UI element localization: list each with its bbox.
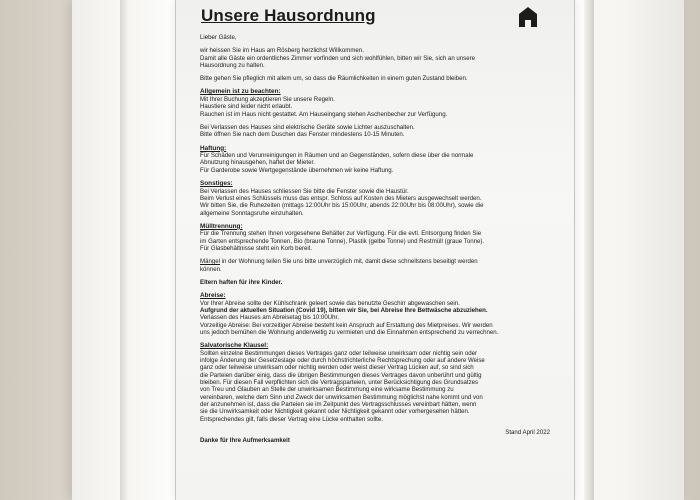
section-heading-sonstiges: Sonstiges: [200,180,233,188]
maengel-line [200,258,540,265]
frame-inner-edge-right [584,0,594,500]
leaving-line: Bitte öffnen Sie nach dem Duschen das Fenster mindestens 10-15 Minuten. [200,131,405,139]
passepartout-right [574,0,584,500]
salvatorisch-line: bleiben. Für diesen Fall verpflichten sich die Vertragsparteien, unter Berücksichtigung des Grundsatzes [200,379,479,387]
sonstiges-line: Beim Verlust eines Schlüssels muss das entspr. Schloss auf Kosten des Mieters ausgewechselt werden. [200,194,482,202]
intro-line: Damit alle Gäste ein ordentliches Zimmer vorfinden und sich wohlfühlen, bitten wir Sie, sich an unsere [200,54,476,62]
salvatorisch-line: ganz oder teilweise unwirksam oder nichtig werden oder weist dieser Vertrag Lücken auf, so sind sich [200,364,474,372]
maengel-word: Mängel [200,258,220,266]
page-title: Unsere Hausordnung [201,6,376,25]
salvatorisch-line: von Treu und Glauben an Stelle der unwirksamen Bestimmung eine wirksame Bestimmung zu [200,386,454,394]
maengel-text: in der Wohnung teilen Sie uns bitte unverzüglich mit, damit diese schnellstens beseitigt werden [220,258,478,266]
section-heading-salvatorisch: Salvatorische Klausel: [200,342,269,350]
allgemein-line: Rauchen ist im Haus nicht gestattet. Am Hauseingang stehen Aschenbecher zur Verfügung. [200,110,448,118]
intro-line: Hausordnung zu halten. [200,61,265,69]
greeting: Lieber Gäste, [200,34,237,41]
house-icon [518,6,538,28]
salvatorisch-line: der anzunehmen ist, dass die Parteien sie im Zeitpunkt des Vertragsschlusses vereinbart hätten, wenn [200,400,477,408]
sonstiges-line: Wir bitten Sie, die Ruhezeiten (mittags 12:00Uhr bis 15:00Uhr, abends 22:00Uhr bis 08:00Uhr), sowie die [200,202,484,210]
maengel-line: können. [200,265,222,273]
leaving-line: Bei Verlassen des Hauses sind elektrische Geräte sowie Lichter auszuschalten. [200,123,415,131]
muell-line: im Garten entsprechende Tonnen, Bio (braune Tonne), Plastik (gelbe Tonne) und Restmüll (graue Tonne). [200,237,485,245]
section-heading-muelltrennung: Mülltrennung: [200,222,243,230]
salvatorisch-line: Entsprechendes gilt, falls dieser Vertrag eine Lücke enthalten sollte. [200,415,383,423]
abreise-line: Verlassen des Hauses am Abreisetag bis 10:00Uhr. [200,314,339,322]
muell-line: Für die Trennung stehen Ihnen vorgesehene Behälter zur Verfügung. Für die evtl. Entsorgung finden Sie [200,230,482,238]
section-heading-allgemein: Allgemein ist zu beachten: [200,88,281,96]
salvatorisch-line: sie die Unwirksamkeit oder Nichtigkeit gekannt oder Nichtigkeit gekannt oder vorhergesehen hätten. [200,408,470,416]
allgemein-line: Mit Ihrer Buchung akzeptieren Sie unsere Regeln. [200,96,335,104]
salvatorisch-line: infolge Änderung der Gesetzeslage oder durch höchstrichterliche Rechtsprechung oder auf andere Weise [200,357,485,365]
intro-line: wir heissen Sie im Haus am Rösberg herzlichst Willkommen. [200,47,364,55]
eltern-line: Eltern haften für ihre Kinder. [200,278,283,286]
abreise-line: Vor Ihrer Abreise sollte der Kühlschrank geleert sowie das benutzte Geschirr abgewaschen sein. [200,299,460,307]
muell-line: Für Glasbehältnisse steht ein Korb bereit. [200,245,313,253]
sonstiges-line: allgemeine Sonntagsruhe einzuhalten. [200,209,304,217]
thanks-line: Danke für Ihre Aufmerksamkeit [200,436,290,444]
haftung-line: Für Garderobe sowie Wertgegenstände übernehmen wir keine Haftung. [200,166,394,174]
section-heading-abreise: Abreise: [200,292,226,300]
salvatorisch-line: vereinbaren, welche dem Sinn und Zweck der unwirksamen Bestimmung möglichst nahe kommt und von [200,393,483,401]
date-stamp: Stand April 2022 [505,428,550,436]
passepartout-left [128,0,176,500]
allgemein-line: Haustiere sind leider nicht erlaubt. [200,103,293,111]
section-heading-haftung: Haftung: [200,144,227,152]
house-rules-content [200,6,550,447]
house-rules-sheet [176,0,574,500]
abreise-covid-line: Aufgrund der aktuellen Situation (Covid 19), bitten wir Sie, bei Abreise Ihre Bettwäsche abzuziehen. [200,307,488,315]
abreise-line: Vorzeitige Abreise: Bei vorzeitiger Abreise besteht kein Anspruch auf Erstattung des Mietpreises. Wir werden [200,321,493,329]
haftung-line: Für Schäden und Verunreinigungen in Räumen und an Gegenständen, sofern diese über die normale [200,152,474,160]
care-line: Bitte gehen Sie pfleglich mit allem um, so dass die Räumlichkeiten in einem guten Zustand bleiben. [200,75,468,83]
frame-inner-edge-left [120,0,128,500]
footer-row [200,428,550,447]
sonstiges-line: Bei Verlassen des Hauses schliessen Sie bitte die Fenster sowie die Haustür. [200,187,409,195]
salvatorisch-line: die Parteien darüber einig, dass die übrigen Bestimmungen dieses Vertrages davon unberührt und gültig [200,371,482,379]
haftung-line: Abnutzung hinausgehen, haftet der Mieter. [200,159,315,167]
salvatorisch-line: Sollten einzelne Bestimmungen dieses Vertrages ganz oder teilweise unwirksam oder nichtig sein oder [200,349,478,357]
abreise-line: uns jedoch bemühen die Wohnung anderweitig zu vermieten und die Einnahmen entsprechend zu verrechnen. [200,328,499,336]
